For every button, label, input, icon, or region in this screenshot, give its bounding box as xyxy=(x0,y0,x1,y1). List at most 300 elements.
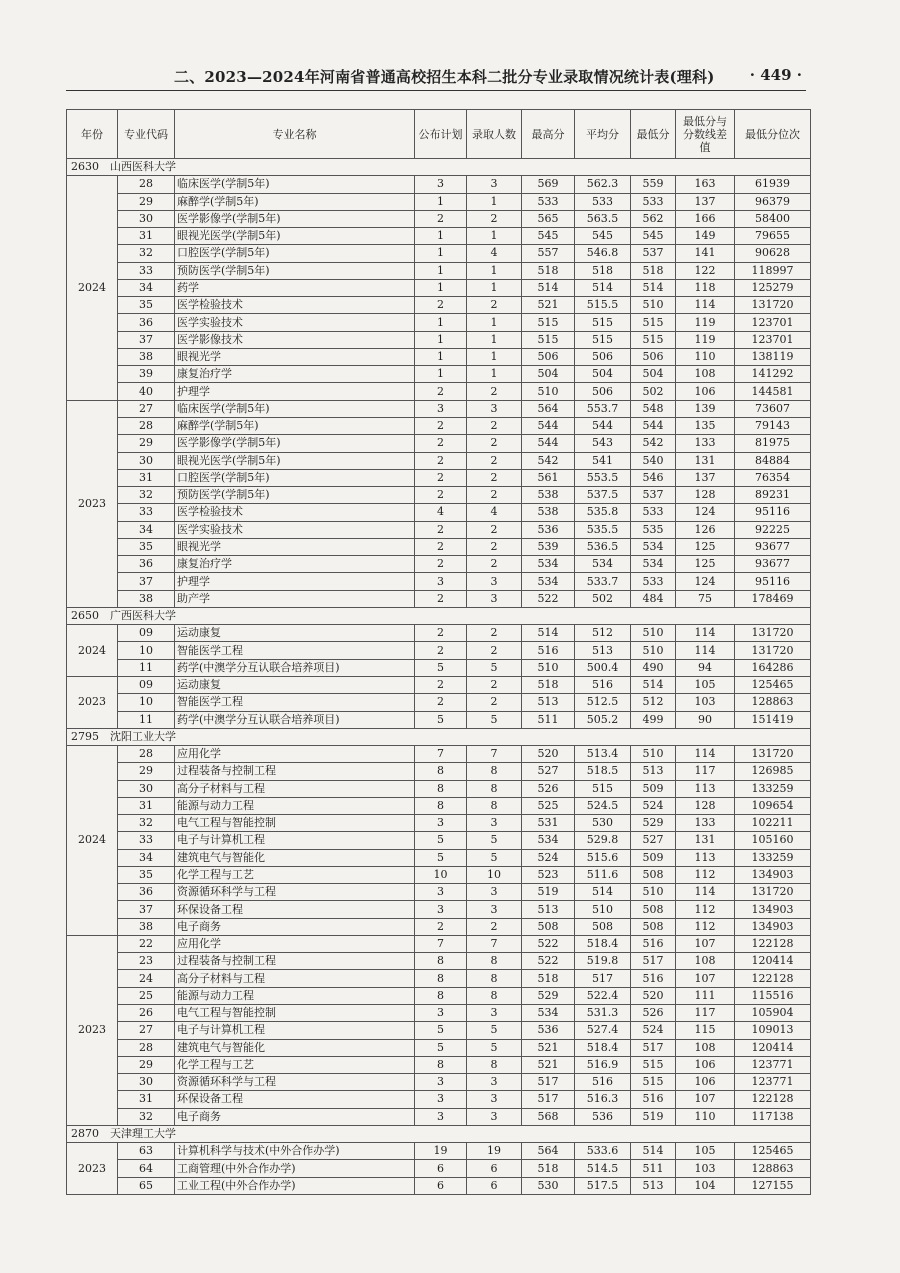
table-row xyxy=(67,797,811,814)
highest-score-cell: 517 xyxy=(522,1074,575,1091)
major-name-cell: 医学实验技术 xyxy=(175,521,415,538)
highest-score-cell: 533 xyxy=(522,193,575,210)
table-row xyxy=(67,452,811,469)
table-row xyxy=(67,314,811,331)
major-name-cell: 药学 xyxy=(175,279,415,296)
major-code-cell: 38 xyxy=(118,348,175,365)
lowest-score-cell: 508 xyxy=(631,918,676,935)
major-name-cell: 资源循环科学与工程 xyxy=(175,884,415,901)
major-name-cell: 过程装备与控制工程 xyxy=(175,953,415,970)
major-code-cell: 31 xyxy=(118,1091,175,1108)
admitted-count-cell: 3 xyxy=(467,400,522,417)
table-header-row xyxy=(67,110,811,159)
lowest-score-cell: 533 xyxy=(631,193,676,210)
major-name-cell: 医学检验技术 xyxy=(175,297,415,314)
highest-score-cell: 521 xyxy=(522,1039,575,1056)
table-row xyxy=(67,1005,811,1022)
column-header: 公布计划 xyxy=(415,110,467,159)
average-score-cell: 513 xyxy=(575,642,631,659)
planned-quota-cell: 2 xyxy=(415,435,467,452)
highest-score-cell: 521 xyxy=(522,297,575,314)
major-name-cell: 临床医学(学制5年) xyxy=(175,400,415,417)
highest-score-cell: 529 xyxy=(522,987,575,1004)
average-score-cell: 535.5 xyxy=(575,521,631,538)
table-row xyxy=(67,538,811,555)
major-name-cell: 眼视光医学(学制5年) xyxy=(175,452,415,469)
score-line-difference-cell: 113 xyxy=(676,780,735,797)
table-row xyxy=(67,625,811,642)
planned-quota-cell: 1 xyxy=(415,262,467,279)
score-line-difference-cell: 105 xyxy=(676,1143,735,1160)
admitted-count-cell: 2 xyxy=(467,417,522,434)
lowest-score-cell: 524 xyxy=(631,1022,676,1039)
major-code-cell: 10 xyxy=(118,642,175,659)
lowest-score-rank-cell: 178469 xyxy=(735,590,811,607)
admitted-count-cell: 8 xyxy=(467,763,522,780)
major-name-cell: 麻醉学(学制5年) xyxy=(175,193,415,210)
average-score-cell: 511.6 xyxy=(575,866,631,883)
average-score-cell: 512 xyxy=(575,625,631,642)
lowest-score-rank-cell: 89231 xyxy=(735,487,811,504)
planned-quota-cell: 3 xyxy=(415,573,467,590)
planned-quota-cell: 1 xyxy=(415,366,467,383)
major-name-cell: 高分子材料与工程 xyxy=(175,970,415,987)
planned-quota-cell: 2 xyxy=(415,487,467,504)
table-row xyxy=(67,1091,811,1108)
major-name-cell: 眼视光学 xyxy=(175,348,415,365)
highest-score-cell: 526 xyxy=(522,780,575,797)
lowest-score-cell: 545 xyxy=(631,228,676,245)
table-row xyxy=(67,1108,811,1125)
table-row xyxy=(67,746,811,763)
major-name-cell: 预防医学(学制5年) xyxy=(175,487,415,504)
average-score-cell: 515 xyxy=(575,314,631,331)
lowest-score-cell: 524 xyxy=(631,797,676,814)
table-row xyxy=(67,676,811,693)
table-row xyxy=(67,1022,811,1039)
average-score-cell: 505.2 xyxy=(575,711,631,728)
lowest-score-cell: 520 xyxy=(631,987,676,1004)
planned-quota-cell: 2 xyxy=(415,676,467,693)
lowest-score-cell: 509 xyxy=(631,849,676,866)
lowest-score-cell: 514 xyxy=(631,676,676,693)
major-name-cell: 眼视光医学(学制5年) xyxy=(175,228,415,245)
lowest-score-cell: 526 xyxy=(631,1005,676,1022)
admitted-count-cell: 8 xyxy=(467,970,522,987)
lowest-score-rank-cell: 105904 xyxy=(735,1005,811,1022)
planned-quota-cell: 5 xyxy=(415,849,467,866)
lowest-score-cell: 515 xyxy=(631,1056,676,1073)
admitted-count-cell: 5 xyxy=(467,832,522,849)
highest-score-cell: 521 xyxy=(522,1056,575,1073)
admitted-count-cell: 3 xyxy=(467,901,522,918)
lowest-score-cell: 510 xyxy=(631,746,676,763)
lowest-score-rank-cell: 102211 xyxy=(735,815,811,832)
table-body xyxy=(67,159,811,1195)
average-score-cell: 519.8 xyxy=(575,953,631,970)
major-code-cell: 38 xyxy=(118,590,175,607)
major-code-cell: 32 xyxy=(118,487,175,504)
major-name-cell: 电气工程与智能控制 xyxy=(175,1005,415,1022)
lowest-score-rank-cell: 115516 xyxy=(735,987,811,1004)
score-line-difference-cell: 137 xyxy=(676,193,735,210)
score-line-difference-cell: 112 xyxy=(676,901,735,918)
major-name-cell: 口腔医学(学制5年) xyxy=(175,245,415,262)
table-row xyxy=(67,469,811,486)
score-line-difference-cell: 107 xyxy=(676,935,735,952)
major-code-cell: 27 xyxy=(118,1022,175,1039)
lowest-score-rank-cell: 61939 xyxy=(735,176,811,193)
table-row xyxy=(67,1039,811,1056)
score-line-difference-cell: 114 xyxy=(676,746,735,763)
admitted-count-cell: 1 xyxy=(467,193,522,210)
admitted-count-cell: 5 xyxy=(467,1039,522,1056)
score-line-difference-cell: 125 xyxy=(676,538,735,555)
highest-score-cell: 564 xyxy=(522,1143,575,1160)
admitted-count-cell: 7 xyxy=(467,746,522,763)
planned-quota-cell: 8 xyxy=(415,780,467,797)
lowest-score-rank-cell: 73607 xyxy=(735,400,811,417)
major-code-cell: 23 xyxy=(118,953,175,970)
average-score-cell: 536 xyxy=(575,1108,631,1125)
major-name-cell: 眼视光学 xyxy=(175,538,415,555)
admitted-count-cell: 1 xyxy=(467,262,522,279)
highest-score-cell: 523 xyxy=(522,866,575,883)
lowest-score-cell: 490 xyxy=(631,659,676,676)
table-row xyxy=(67,1160,811,1177)
lowest-score-rank-cell: 118997 xyxy=(735,262,811,279)
lowest-score-rank-cell: 120414 xyxy=(735,953,811,970)
year-cell: 2024 xyxy=(67,625,118,677)
planned-quota-cell: 19 xyxy=(415,1143,467,1160)
score-line-difference-cell: 105 xyxy=(676,676,735,693)
admitted-count-cell: 5 xyxy=(467,711,522,728)
score-line-difference-cell: 119 xyxy=(676,331,735,348)
major-name-cell: 应用化学 xyxy=(175,746,415,763)
average-score-cell: 516.3 xyxy=(575,1091,631,1108)
major-name-cell: 运动康复 xyxy=(175,625,415,642)
admitted-count-cell: 8 xyxy=(467,797,522,814)
highest-score-cell: 527 xyxy=(522,763,575,780)
score-line-difference-cell: 124 xyxy=(676,504,735,521)
score-line-difference-cell: 107 xyxy=(676,970,735,987)
lowest-score-cell: 534 xyxy=(631,538,676,555)
lowest-score-rank-cell: 92225 xyxy=(735,521,811,538)
major-code-cell: 28 xyxy=(118,417,175,434)
page-title: 二、2023—2024年河南省普通高校招生本科二批分专业录取情况统计表(理科) xyxy=(174,68,715,86)
score-line-difference-cell: 125 xyxy=(676,556,735,573)
major-code-cell: 25 xyxy=(118,987,175,1004)
lowest-score-cell: 533 xyxy=(631,573,676,590)
table-row xyxy=(67,884,811,901)
admitted-count-cell: 2 xyxy=(467,556,522,573)
lowest-score-rank-cell: 96379 xyxy=(735,193,811,210)
major-name-cell: 助产学 xyxy=(175,590,415,607)
lowest-score-rank-cell: 105160 xyxy=(735,832,811,849)
major-code-cell: 29 xyxy=(118,193,175,210)
highest-score-cell: 534 xyxy=(522,556,575,573)
lowest-score-cell: 519 xyxy=(631,1108,676,1125)
major-name-cell: 医学影像技术 xyxy=(175,331,415,348)
highest-score-cell: 539 xyxy=(522,538,575,555)
average-score-cell: 518.5 xyxy=(575,763,631,780)
highest-score-cell: 530 xyxy=(522,1177,575,1194)
major-name-cell: 电子商务 xyxy=(175,918,415,935)
admitted-count-cell: 2 xyxy=(467,487,522,504)
major-code-cell: 11 xyxy=(118,711,175,728)
major-code-cell: 65 xyxy=(118,1177,175,1194)
major-name-cell: 过程装备与控制工程 xyxy=(175,763,415,780)
average-score-cell: 517 xyxy=(575,970,631,987)
admitted-count-cell: 4 xyxy=(467,245,522,262)
table-row xyxy=(67,331,811,348)
planned-quota-cell: 1 xyxy=(415,228,467,245)
major-name-cell: 高分子材料与工程 xyxy=(175,780,415,797)
major-name-cell: 环保设备工程 xyxy=(175,1091,415,1108)
table-row xyxy=(67,279,811,296)
table-row xyxy=(67,763,811,780)
major-name-cell: 运动康复 xyxy=(175,676,415,693)
table-row xyxy=(67,383,811,400)
major-code-cell: 31 xyxy=(118,469,175,486)
planned-quota-cell: 3 xyxy=(415,884,467,901)
admitted-count-cell: 2 xyxy=(467,383,522,400)
score-line-difference-cell: 90 xyxy=(676,711,735,728)
major-code-cell: 28 xyxy=(118,176,175,193)
score-line-difference-cell: 108 xyxy=(676,953,735,970)
lowest-score-cell: 509 xyxy=(631,780,676,797)
planned-quota-cell: 8 xyxy=(415,1056,467,1073)
lowest-score-rank-cell: 134903 xyxy=(735,866,811,883)
major-name-cell: 能源与动力工程 xyxy=(175,797,415,814)
score-line-difference-cell: 141 xyxy=(676,245,735,262)
planned-quota-cell: 3 xyxy=(415,176,467,193)
table-row xyxy=(67,210,811,227)
lowest-score-cell: 533 xyxy=(631,504,676,521)
table-row xyxy=(67,521,811,538)
major-code-cell: 34 xyxy=(118,521,175,538)
table-row xyxy=(67,176,811,193)
average-score-cell: 516 xyxy=(575,676,631,693)
table-row xyxy=(67,556,811,573)
lowest-score-cell: 513 xyxy=(631,763,676,780)
highest-score-cell: 513 xyxy=(522,901,575,918)
major-name-cell: 建筑电气与智能化 xyxy=(175,849,415,866)
lowest-score-cell: 515 xyxy=(631,1074,676,1091)
admitted-count-cell: 8 xyxy=(467,987,522,1004)
admitted-count-cell: 1 xyxy=(467,331,522,348)
average-score-cell: 524.5 xyxy=(575,797,631,814)
admitted-count-cell: 5 xyxy=(467,1022,522,1039)
score-line-difference-cell: 133 xyxy=(676,435,735,452)
lowest-score-cell: 502 xyxy=(631,383,676,400)
score-line-difference-cell: 126 xyxy=(676,521,735,538)
planned-quota-cell: 2 xyxy=(415,297,467,314)
highest-score-cell: 513 xyxy=(522,694,575,711)
lowest-score-cell: 562 xyxy=(631,210,676,227)
planned-quota-cell: 2 xyxy=(415,210,467,227)
lowest-score-cell: 510 xyxy=(631,297,676,314)
year-cell: 2024 xyxy=(67,176,118,400)
major-code-cell: 28 xyxy=(118,746,175,763)
planned-quota-cell: 7 xyxy=(415,746,467,763)
admitted-count-cell: 2 xyxy=(467,452,522,469)
major-code-cell: 32 xyxy=(118,1108,175,1125)
lowest-score-rank-cell: 133259 xyxy=(735,780,811,797)
highest-score-cell: 517 xyxy=(522,1091,575,1108)
lowest-score-rank-cell: 164286 xyxy=(735,659,811,676)
average-score-cell: 531.3 xyxy=(575,1005,631,1022)
planned-quota-cell: 5 xyxy=(415,659,467,676)
table-row xyxy=(67,918,811,935)
average-score-cell: 514 xyxy=(575,884,631,901)
average-score-cell: 506 xyxy=(575,348,631,365)
score-line-difference-cell: 75 xyxy=(676,590,735,607)
major-code-cell: 36 xyxy=(118,314,175,331)
major-name-cell: 智能医学工程 xyxy=(175,642,415,659)
admitted-count-cell: 2 xyxy=(467,676,522,693)
major-name-cell: 护理学 xyxy=(175,573,415,590)
planned-quota-cell: 2 xyxy=(415,521,467,538)
average-score-cell: 529.8 xyxy=(575,832,631,849)
major-name-cell: 环保设备工程 xyxy=(175,901,415,918)
lowest-score-rank-cell: 117138 xyxy=(735,1108,811,1125)
major-code-cell: 10 xyxy=(118,694,175,711)
lowest-score-rank-cell: 109654 xyxy=(735,797,811,814)
score-line-difference-cell: 124 xyxy=(676,573,735,590)
major-name-cell: 建筑电气与智能化 xyxy=(175,1039,415,1056)
lowest-score-rank-cell: 93677 xyxy=(735,538,811,555)
highest-score-cell: 518 xyxy=(522,1160,575,1177)
admitted-count-cell: 2 xyxy=(467,625,522,642)
table-row xyxy=(67,366,811,383)
lowest-score-rank-cell: 133259 xyxy=(735,849,811,866)
lowest-score-rank-cell: 123701 xyxy=(735,314,811,331)
major-code-cell: 33 xyxy=(118,262,175,279)
lowest-score-rank-cell: 123701 xyxy=(735,331,811,348)
table-row xyxy=(67,659,811,676)
admitted-count-cell: 2 xyxy=(467,694,522,711)
lowest-score-rank-cell: 134903 xyxy=(735,901,811,918)
lowest-score-rank-cell: 90628 xyxy=(735,245,811,262)
column-header: 最低分位次 xyxy=(735,110,811,159)
highest-score-cell: 504 xyxy=(522,366,575,383)
score-line-difference-cell: 131 xyxy=(676,452,735,469)
highest-score-cell: 545 xyxy=(522,228,575,245)
planned-quota-cell: 3 xyxy=(415,815,467,832)
lowest-score-cell: 529 xyxy=(631,815,676,832)
planned-quota-cell: 1 xyxy=(415,245,467,262)
lowest-score-cell: 515 xyxy=(631,331,676,348)
highest-score-cell: 542 xyxy=(522,452,575,469)
planned-quota-cell: 1 xyxy=(415,279,467,296)
major-code-cell: 34 xyxy=(118,849,175,866)
highest-score-cell: 544 xyxy=(522,435,575,452)
score-line-difference-cell: 117 xyxy=(676,1005,735,1022)
major-code-cell: 30 xyxy=(118,780,175,797)
column-header: 专业代码 xyxy=(118,110,175,159)
average-score-cell: 563.5 xyxy=(575,210,631,227)
highest-score-cell: 519 xyxy=(522,884,575,901)
planned-quota-cell: 2 xyxy=(415,694,467,711)
admitted-count-cell: 2 xyxy=(467,642,522,659)
table-row xyxy=(67,297,811,314)
planned-quota-cell: 3 xyxy=(415,1074,467,1091)
school-row xyxy=(67,159,811,176)
lowest-score-rank-cell: 144581 xyxy=(735,383,811,400)
score-line-difference-cell: 122 xyxy=(676,262,735,279)
admitted-count-cell: 2 xyxy=(467,297,522,314)
average-score-cell: 510 xyxy=(575,901,631,918)
average-score-cell: 535.8 xyxy=(575,504,631,521)
lowest-score-rank-cell: 131720 xyxy=(735,884,811,901)
table-row xyxy=(67,400,811,417)
highest-score-cell: 514 xyxy=(522,279,575,296)
admitted-count-cell: 7 xyxy=(467,935,522,952)
major-name-cell: 康复治疗学 xyxy=(175,366,415,383)
major-code-cell: 27 xyxy=(118,400,175,417)
table-row xyxy=(67,193,811,210)
table-row xyxy=(67,245,811,262)
planned-quota-cell: 7 xyxy=(415,935,467,952)
score-line-difference-cell: 133 xyxy=(676,815,735,832)
planned-quota-cell: 2 xyxy=(415,383,467,400)
table-row xyxy=(67,642,811,659)
score-line-difference-cell: 112 xyxy=(676,866,735,883)
planned-quota-cell: 2 xyxy=(415,452,467,469)
lowest-score-rank-cell: 109013 xyxy=(735,1022,811,1039)
score-line-difference-cell: 106 xyxy=(676,383,735,400)
highest-score-cell: 522 xyxy=(522,935,575,952)
score-line-difference-cell: 115 xyxy=(676,1022,735,1039)
admitted-count-cell: 3 xyxy=(467,1074,522,1091)
major-code-cell: 30 xyxy=(118,452,175,469)
score-line-difference-cell: 112 xyxy=(676,918,735,935)
major-name-cell: 医学影像学(学制5年) xyxy=(175,210,415,227)
highest-score-cell: 516 xyxy=(522,642,575,659)
lowest-score-rank-cell: 128863 xyxy=(735,1160,811,1177)
table-row xyxy=(67,262,811,279)
lowest-score-cell: 516 xyxy=(631,1091,676,1108)
lowest-score-rank-cell: 127155 xyxy=(735,1177,811,1194)
planned-quota-cell: 8 xyxy=(415,797,467,814)
lowest-score-cell: 542 xyxy=(631,435,676,452)
admitted-count-cell: 2 xyxy=(467,538,522,555)
score-line-difference-cell: 128 xyxy=(676,487,735,504)
admitted-count-cell: 5 xyxy=(467,659,522,676)
school-name: 2630 山西医科大学 xyxy=(67,159,811,176)
admitted-count-cell: 3 xyxy=(467,590,522,607)
table-row xyxy=(67,866,811,883)
lowest-score-cell: 540 xyxy=(631,452,676,469)
highest-score-cell: 525 xyxy=(522,797,575,814)
year-cell: 2023 xyxy=(67,676,118,728)
major-name-cell: 电子与计算机工程 xyxy=(175,832,415,849)
average-score-cell: 514.5 xyxy=(575,1160,631,1177)
score-line-difference-cell: 108 xyxy=(676,1039,735,1056)
average-score-cell: 515 xyxy=(575,331,631,348)
major-code-cell: 36 xyxy=(118,884,175,901)
score-line-difference-cell: 163 xyxy=(676,176,735,193)
lowest-score-cell: 514 xyxy=(631,279,676,296)
major-code-cell: 30 xyxy=(118,210,175,227)
average-score-cell: 517.5 xyxy=(575,1177,631,1194)
highest-score-cell: 569 xyxy=(522,176,575,193)
lowest-score-rank-cell: 123771 xyxy=(735,1056,811,1073)
table-row xyxy=(67,711,811,728)
average-score-cell: 533 xyxy=(575,193,631,210)
highest-score-cell: 538 xyxy=(522,487,575,504)
